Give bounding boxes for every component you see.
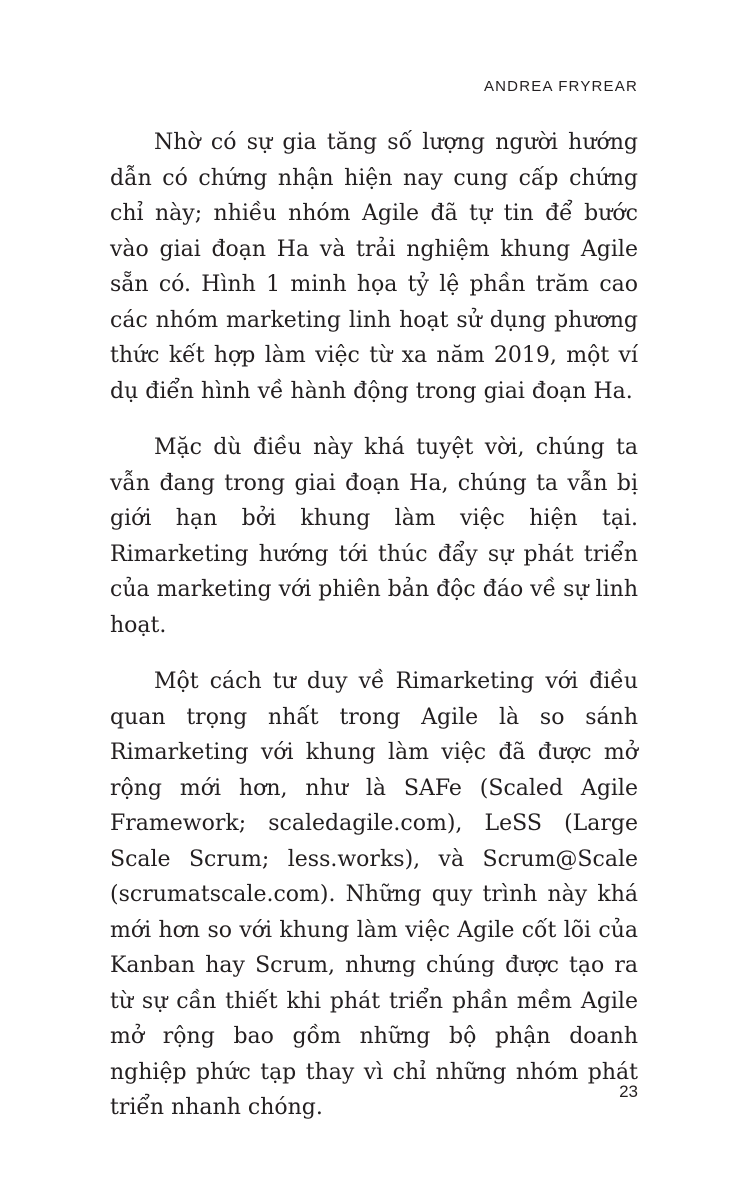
page-number: 23 bbox=[619, 1082, 638, 1101]
body-text bbox=[110, 125, 638, 1147]
paragraph-2: Mặc dù điều này khá tuyệt vời, chúng ta vẫn đang trong giai đoạn Ha, chúng ta vẫn bị giới hạn bởi khung làm việc hiện tại. Rimarketing hướng tới thúc đẩy sự phát triển của marketing với phiên bản độc đáo về sự linh hoạt. bbox=[110, 435, 638, 638]
running-header: ANDREA FRYREAR bbox=[483, 78, 638, 95]
paragraph-1: Nhờ có sự gia tăng số lượng người hướng dẫn có chứng nhận hiện nay cung cấp chứng chỉ này; nhiều nhóm Agile đã tự tin để bước vào giai đoạn Ha và trải nghiệm khung Agile sẵn có. Hình 1 minh họa tỷ lệ phần trăm cao các nhóm marketing linh hoạt sử dụng phương thức kết hợp làm việc từ xa năm 2019, một ví dụ điển hình về hành động trong giai đoạn Ha. bbox=[110, 130, 638, 404]
paragraph-3: Một cách tư duy về Rimarketing với điều quan trọng nhất trong Agile là so sánh Rimarketing với khung làm việc đã được mở rộng mới hơn, như là SAFe (Scaled Agile Framework; scaledagile.com), LeSS (Large Scale Scrum; less.works), và Scrum@Scale (scrumatscale.com). Những quy trình này khá mới hơn so với khung làm việc Agile cốt lõi của Kanban hay Scrum, nhưng chúng được tạo ra từ sự cần thiết khi phát triển phần mềm Agile mở rộng bao gồm những bộ phận doanh nghiệp phức tạp thay vì chỉ những nhóm phát triển nhanh chóng. bbox=[110, 669, 638, 1120]
